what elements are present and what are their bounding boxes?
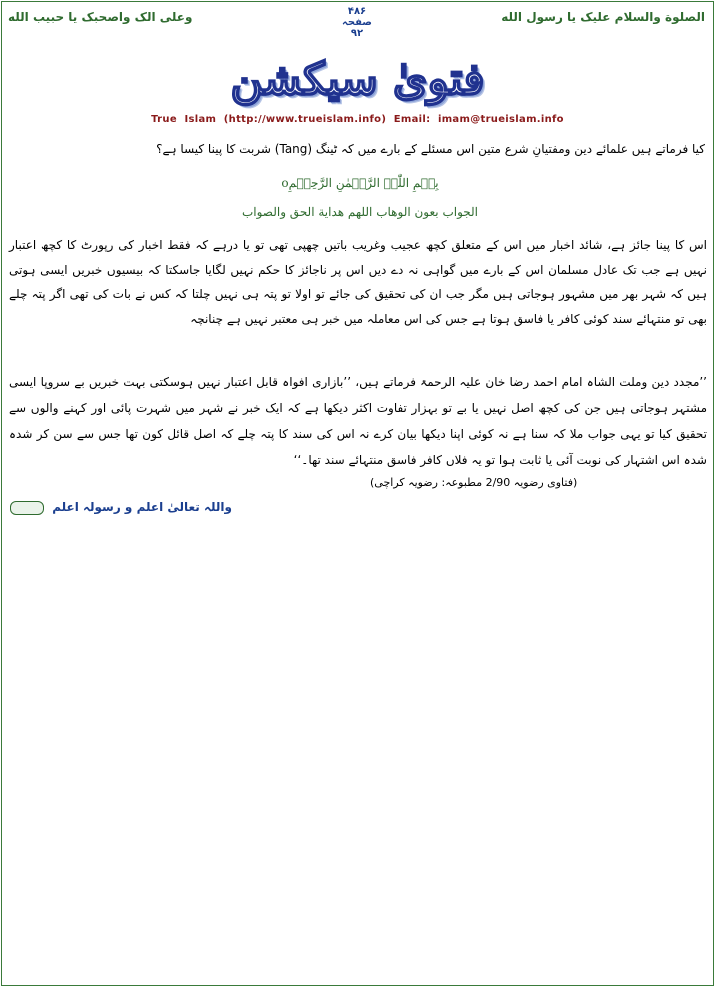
question-text: کیا فرماتے ہیں علمائے دین ومفتیانِ شرع متین اس مسئلے کے بارے میں کہ ٹینگ (Tang) شربت کا پینا کیسا ہے؟ [156, 142, 705, 156]
page-number-bottom: ۹۲ [350, 28, 364, 39]
salutation-left: وعلی الک واصحبک یا حبیب الله [8, 10, 193, 24]
page-number-top: ۴۸۶ [347, 6, 367, 17]
bismillah: بِسۡمِ اللّٰہِ الرَّحۡمٰنِ الرَّحِیۡمِo [281, 176, 439, 190]
contact-line: True Islam (http://www.trueislam.info) Email: imam@trueislam.info [151, 114, 564, 125]
answer-paragraph-2: ’’مجدد دین وملت الشاہ امام احمد رضا خان علیہ الرحمۃ فرماتے ہیں، ’’بازاری افواہ قابل اعتبار نہیں ہوسکتی بہت خبریں بے سروپا ایسی مشتہر ہوجاتی ہیں جن کی کچھ اصل نہیں یا بے تو بہزار تفاوت اکثر دیکھا ہے کہ ایک خبر نے شہر میں شہرت پائی اور کہنے والوں سے تحقیق کیا تو یہی جواب ملا کہ سنا ہے نہ کوئی اپنا دیکھا بیان کرے نہ اس کی سند کا پتہ چلے کہ اصل قائل کون تھا جس سے سن کر شدہ شدہ اس اشتہار کی نوبت آئی یا ثابت ہوا تو یہ فلاں کافر فاسق منتہائے سند تھا۔‘‘ [9, 375, 707, 467]
answer-heading: الجواب بعون الوھاب اللھم ھدایة الحق والصواب [241, 205, 479, 219]
closing-text: واللہ تعالیٰ اعلم و رسولہ اعلم [52, 500, 232, 514]
closing-line [10, 500, 232, 515]
answer-paragraph-1: اس کا پینا جائز ہے، شائد اخبار میں اس کے متعلق کچھ عجیب وغریب باتیں چھپی تھی تو یا درہے کہ فقط اخبار کی رپورٹ کا کچھ اعتبار نہیں ہے جب تک عادل مسلمان اس کے بارے میں گواہی نہ دے دیں اس پر ناجائز کا حکم نہیں لگایا جاسکتا کہ بیسیوں خبریں ایسی ہوتی ہیں کہ شہر بھر میں مشہور ہوجاتی ہیں مگر جب ان کی تحقیق کی جائے تو اولا تو پتہ ہی نہیں چلتا کہ کس نے بات کی تھی اگر پتہ چلے بھی تو منتہائے سند کوئی کافر یا فاسق ہوتا ہے جس کی اس معاملہ میں خبر ہی معتبر نہیں ہے چنانچہ [9, 238, 707, 326]
page-label: صفحہ [342, 17, 372, 28]
page-number-block [337, 6, 377, 39]
page-title: فتویٰ سیکشن [230, 54, 485, 105]
salutation-right: الصلوة والسلام علیک یا رسول الله [501, 10, 705, 24]
seal-icon [10, 501, 44, 515]
reference-citation: (فتاوی رضویہ 2/90 مطبوعہ: رضویہ کراچی) [370, 476, 578, 489]
